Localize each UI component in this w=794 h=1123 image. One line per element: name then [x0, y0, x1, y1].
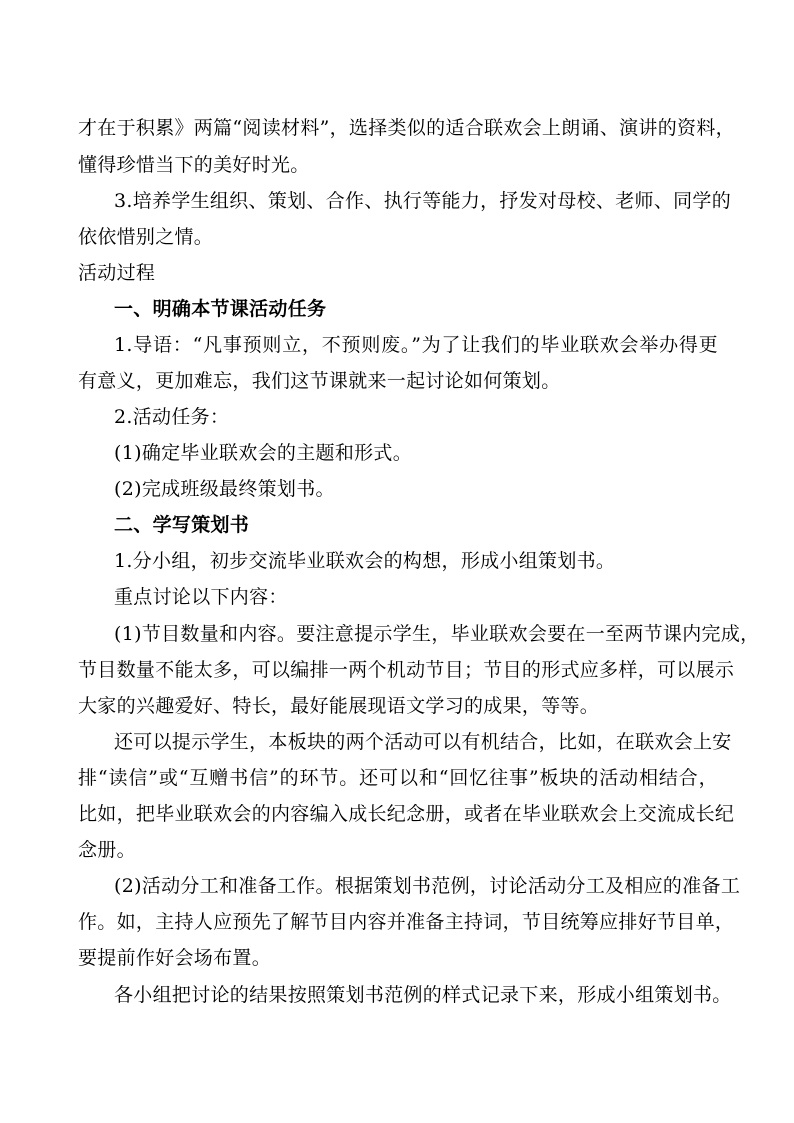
paragraph-line: 要提前作好会场布置。 — [78, 947, 272, 969]
paragraph-line: (2)活动分工和准备工作。根据策划书范例，讨论活动分工及相应的准备工 — [114, 875, 741, 897]
paragraph-line: 有意义，更加难忘，我们这节课就来一起讨论如何策划。 — [78, 370, 561, 392]
paragraph-line: 排“读信”或“互赠书信”的环节。还可以和“回忆往事”板块的活动相结合， — [78, 767, 718, 789]
paragraph-line: 3.培养学生组织、策划、合作、执行等能力，抒发对母校、老师、同学的 — [114, 190, 732, 212]
subsection-heading: 一、明确本节课活动任务 — [114, 298, 327, 320]
paragraph-line: 念册。 — [78, 839, 136, 861]
paragraph-line: 依依惜别之情。 — [78, 226, 214, 248]
paragraph-line: 才在于积累》两篇“阅读材料”，选择类似的适合联欢会上朗诵、演讲的资料， — [78, 117, 735, 139]
section-heading: 活动过程 — [78, 262, 156, 284]
subsection-heading: 二、学写策划书 — [114, 514, 250, 536]
paragraph-line: 大家的兴趣爱好、特长，最好能展现语文学习的成果，等等。 — [78, 695, 600, 717]
paragraph-line: 2.活动任务： — [114, 406, 230, 428]
paragraph-line: 懂得珍惜当下的美好时光。 — [78, 154, 310, 176]
paragraph-line: 重点讨论以下内容： — [114, 586, 288, 608]
paragraph-line: (1)节目数量和内容。要注意提示学生，毕业联欢会要在一至两节课内完成， — [114, 623, 760, 645]
paragraph-line: 各小组把讨论的结果按照策划书范例的样式记录下来，形成小组策划书。 — [114, 984, 732, 1006]
paragraph-line: 比如，把毕业联欢会的内容编入成长纪念册，或者在毕业联欢会上交流成长纪 — [78, 803, 735, 825]
list-item: (2)完成班级最终策划书。 — [114, 478, 335, 500]
paragraph-line: 1.导语：“凡事预则立，不预则废。”为了让我们的毕业联欢会举办得更 — [114, 334, 718, 356]
paragraph-line: 作。如，主持人应预先了解节目内容并准备主持词，节目统筹应排好节目单， — [78, 911, 735, 933]
list-item: (1)确定毕业联欢会的主题和形式。 — [114, 442, 413, 464]
paragraph-line: 节目数量不能太多，可以编排一两个机动节目；节目的形式应多样，可以展示 — [78, 659, 735, 681]
paragraph-line: 还可以提示学生，本板块的两个活动可以有机结合，比如，在联欢会上安 — [114, 731, 732, 753]
paragraph-line: 1.分小组，初步交流毕业联欢会的构想，形成小组策划书。 — [114, 550, 616, 572]
